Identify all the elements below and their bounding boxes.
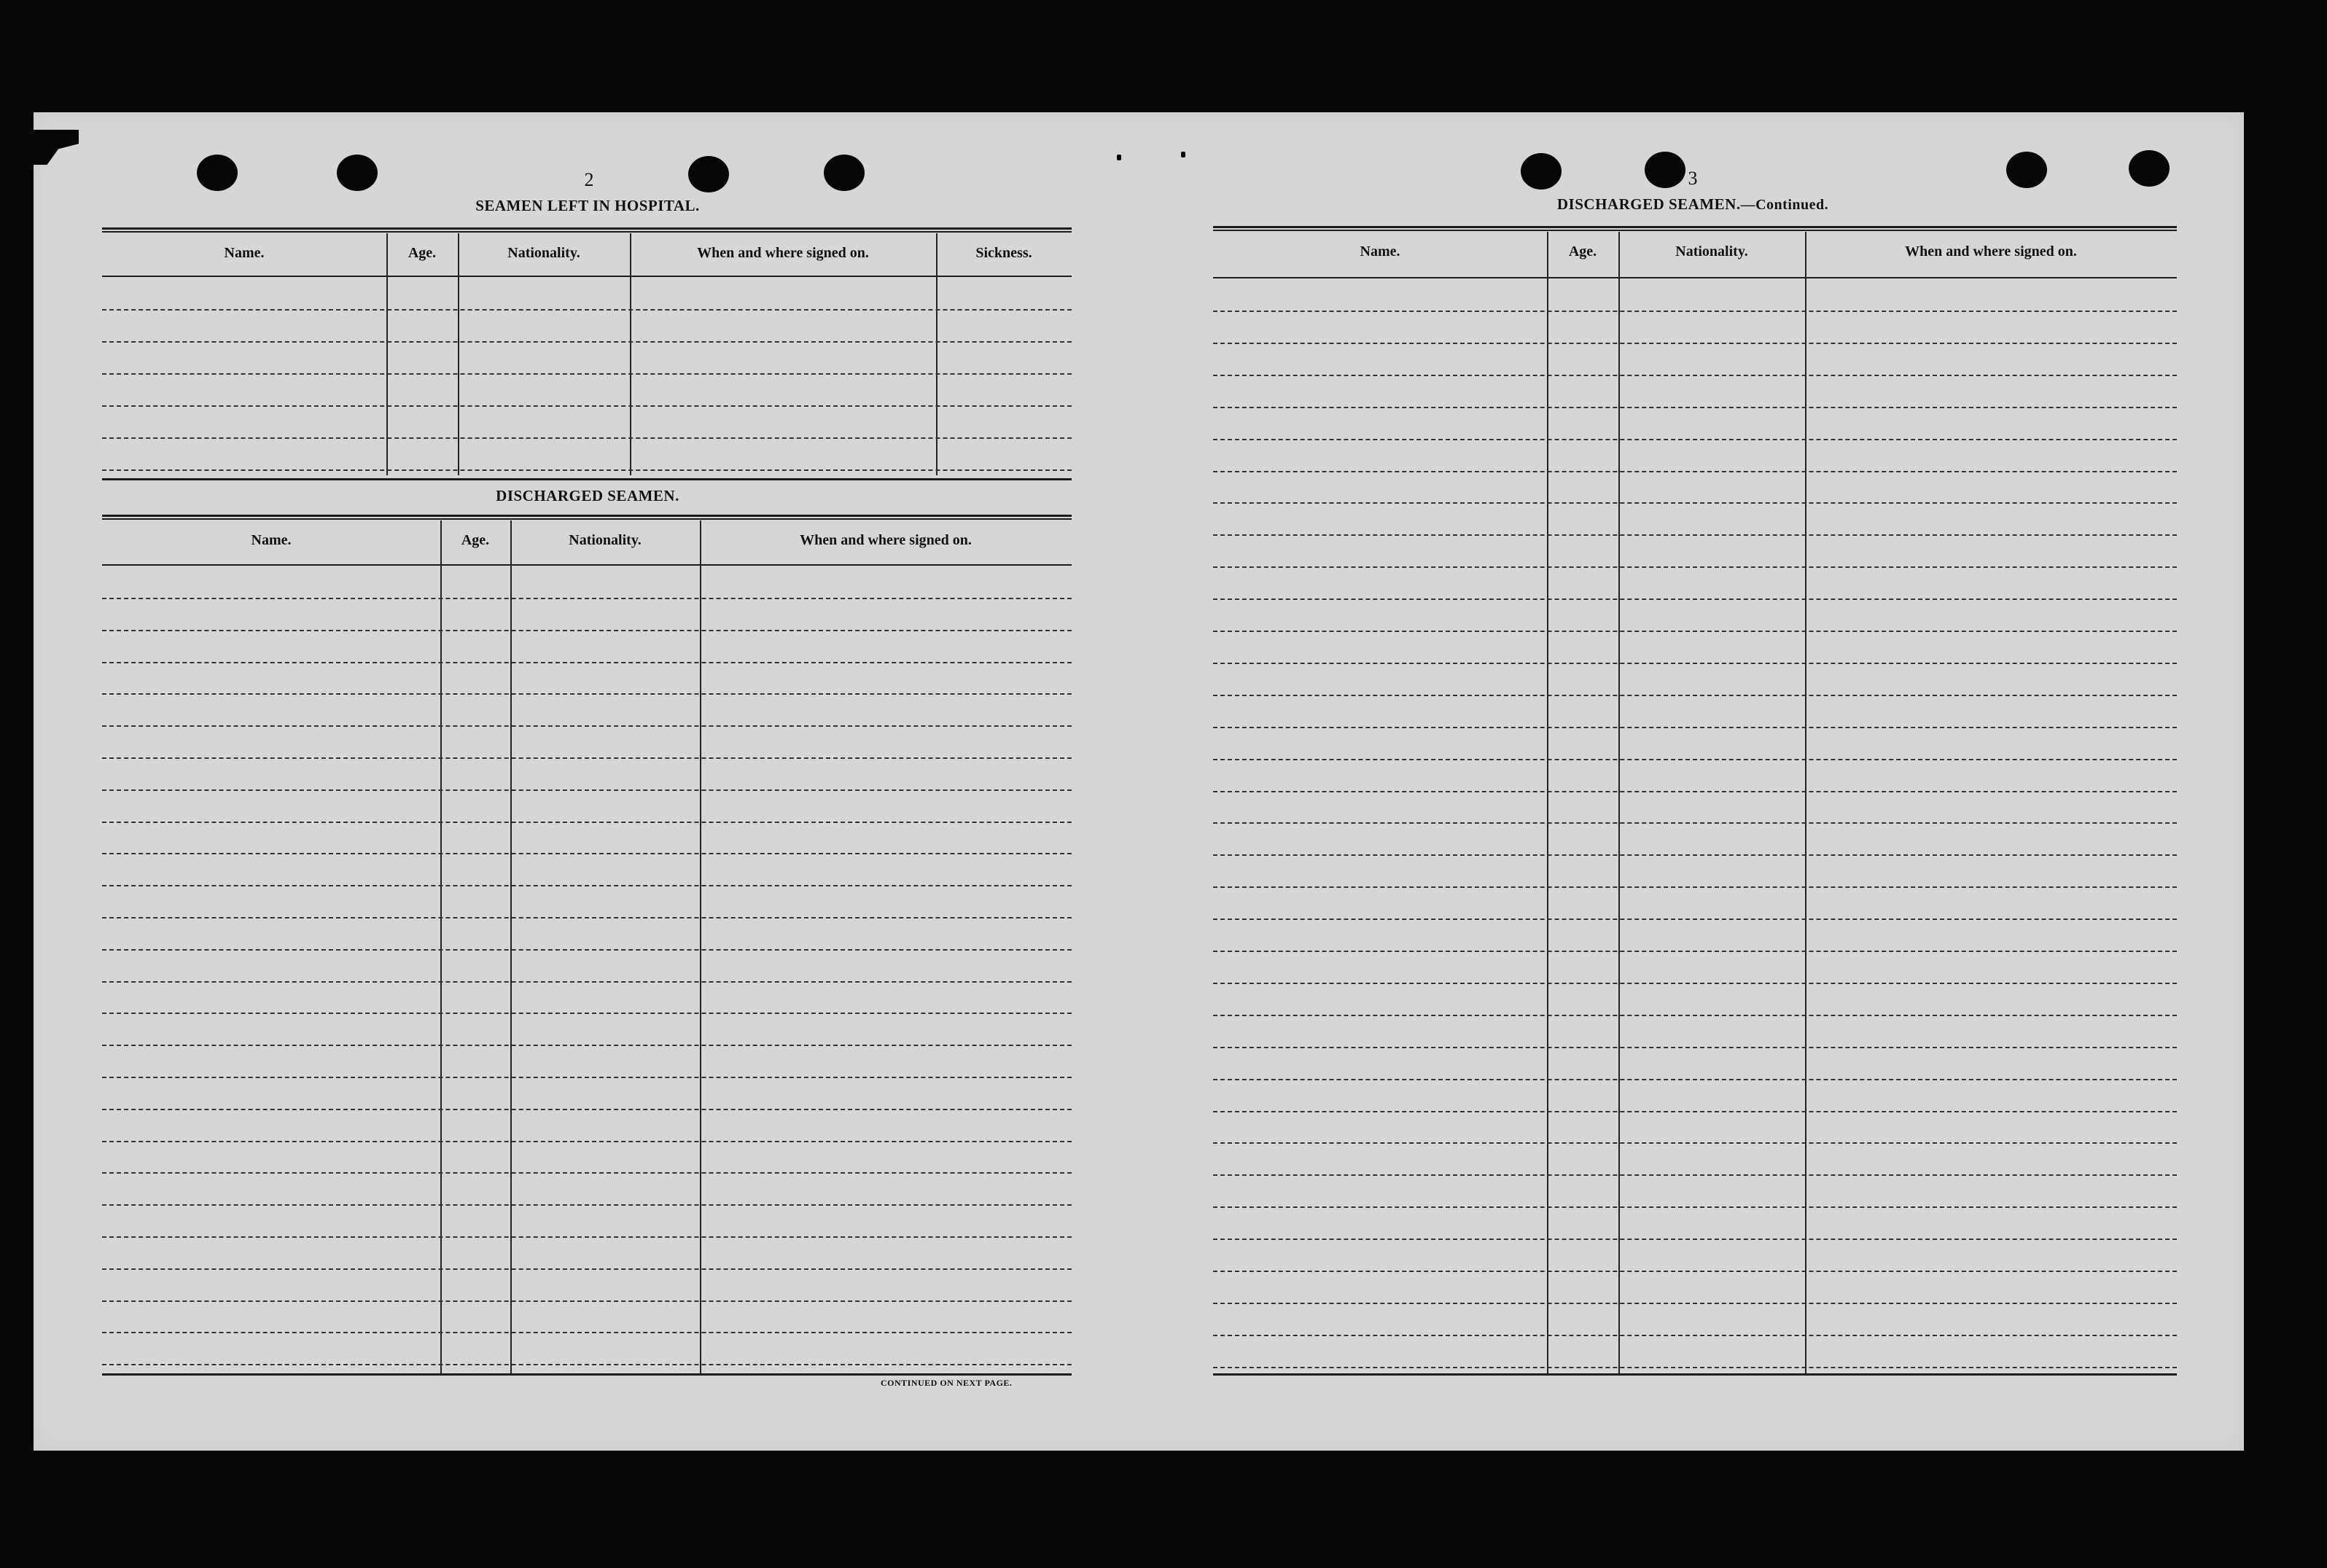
ruled-row-line [1213, 1174, 2177, 1176]
col-header-signed-on: When and where signed on. [800, 532, 972, 548]
table-bottom-rule [102, 1373, 1072, 1376]
paper-fleck [1117, 155, 1121, 160]
header-rule [102, 564, 1072, 566]
col-header-age: Age. [461, 532, 490, 548]
ruled-row-line [102, 1141, 1072, 1142]
ruled-row-line [1213, 1111, 2177, 1112]
ruled-row-line [1213, 1239, 2177, 1240]
punch-hole [1645, 152, 1685, 188]
ruled-row-line [102, 1268, 1072, 1270]
ruled-row-line [1213, 1206, 2177, 1208]
header-rule [1213, 277, 2177, 278]
double-rule [102, 515, 1072, 520]
col-header-name: Name. [224, 245, 265, 261]
ruled-row-line [1213, 502, 2177, 504]
ruled-row-line [102, 630, 1072, 631]
hospital-section-title: SEAMEN LEFT IN HOSPITAL. [475, 197, 700, 214]
column-divider [440, 520, 442, 1373]
ruled-row-line [102, 405, 1072, 407]
col-header-name: Name. [1360, 243, 1400, 260]
ruled-row-line [102, 853, 1072, 854]
ruled-row-line [102, 1077, 1072, 1078]
ruled-row-line [102, 1236, 1072, 1238]
column-divider [630, 233, 631, 475]
ruled-row-line [102, 1109, 1072, 1110]
ruled-row-line [1213, 1047, 2177, 1048]
col-header-nationality: Nationality. [1675, 243, 1748, 260]
column-divider [510, 520, 512, 1373]
ruled-row-line [1213, 311, 2177, 312]
ruled-row-line [1213, 598, 2177, 600]
page-number-left: 2 [584, 169, 594, 190]
continued-note: CONTINUED ON NEXT PAGE. [881, 1378, 1013, 1388]
ruled-row-line [102, 981, 1072, 983]
ruled-row-line [102, 1300, 1072, 1302]
ruled-row-line [1213, 439, 2177, 440]
col-header-signed-on: When and where signed on. [1905, 243, 2077, 260]
ruled-row-line [102, 341, 1072, 343]
col-header-age: Age. [1568, 243, 1597, 260]
col-header-sickness: Sickness. [975, 245, 1032, 261]
ruled-row-line [102, 469, 1072, 471]
ruled-row-line [102, 309, 1072, 311]
ruled-row-line [102, 757, 1072, 759]
punch-hole [197, 155, 238, 191]
header-rule [102, 276, 1072, 277]
punch-hole [337, 155, 378, 191]
ruled-row-line [102, 1364, 1072, 1365]
ruled-row-line [102, 1204, 1072, 1206]
ruled-row-line [102, 598, 1072, 599]
punch-hole [1521, 153, 1562, 190]
ruled-row-line [102, 373, 1072, 375]
col-header-signed-on: When and where signed on. [697, 245, 869, 261]
ruled-row-line [1213, 727, 2177, 728]
discharged-table-left [102, 515, 1072, 1373]
ruled-row-line [1213, 375, 2177, 376]
title-text: DISCHARGED SEAMEN. [1556, 195, 1741, 213]
double-rule [102, 227, 1072, 233]
column-divider [1547, 232, 1548, 1373]
ruled-row-line [1213, 1335, 2177, 1336]
column-divider [936, 233, 938, 475]
ruled-row-line [1213, 534, 2177, 536]
discharged-section-title: DISCHARGED SEAMEN. [496, 487, 679, 504]
ruled-row-line [1213, 983, 2177, 984]
page-number-right: 3 [1688, 168, 1698, 189]
ruled-row-line [1213, 822, 2177, 824]
ruled-row-line [102, 1045, 1072, 1046]
punch-hole [2129, 150, 2170, 187]
ruled-row-line [1213, 407, 2177, 408]
ruled-row-line [1213, 631, 2177, 632]
hospital-table [102, 227, 1072, 475]
ruled-row-line [102, 693, 1072, 695]
punch-hole [2006, 152, 2047, 188]
ruled-row-line [102, 917, 1072, 918]
ruled-row-line [1213, 854, 2177, 856]
ruled-row-line [1213, 1367, 2177, 1368]
discharged-continued-title [1557, 195, 1828, 214]
ruled-row-line [102, 789, 1072, 791]
ruled-row-line [1213, 663, 2177, 664]
ruled-row-line [1213, 791, 2177, 792]
table-bottom-rule [102, 478, 1072, 480]
ruled-row-line [102, 1013, 1072, 1014]
column-divider [458, 233, 459, 475]
ruled-row-line [1213, 1303, 2177, 1304]
ruled-row-line [1213, 1142, 2177, 1144]
ruled-row-line [102, 822, 1072, 823]
ruled-row-line [1213, 566, 2177, 568]
ruled-row-line [1213, 759, 2177, 760]
discharged-table-right [1213, 226, 2177, 1373]
col-header-age: Age. [408, 245, 437, 261]
column-divider [700, 520, 701, 1373]
punch-hole [824, 155, 865, 191]
punch-hole [688, 156, 729, 192]
col-header-name: Name. [251, 532, 292, 548]
ruled-row-line [102, 949, 1072, 951]
title-suffix: —Continued. [1740, 197, 1829, 213]
ruled-row-line [1213, 1079, 2177, 1080]
paper-fleck [1181, 152, 1185, 157]
column-divider [1805, 232, 1806, 1373]
ruled-row-line [102, 437, 1072, 439]
ruled-row-line [1213, 695, 2177, 696]
ruled-row-line [1213, 951, 2177, 952]
ruled-row-line [1213, 886, 2177, 888]
table-bottom-rule [1213, 1373, 2177, 1376]
column-divider [386, 233, 388, 475]
ruled-row-line [1213, 1271, 2177, 1272]
column-divider [1618, 232, 1620, 1373]
ruled-row-line [1213, 1015, 2177, 1016]
col-header-nationality: Nationality. [569, 532, 642, 548]
ruled-row-line [102, 662, 1072, 663]
ruled-row-line [102, 1332, 1072, 1333]
ruled-row-line [1213, 343, 2177, 344]
ruled-row-line [102, 1172, 1072, 1174]
ruled-row-line [1213, 471, 2177, 472]
double-rule [1213, 226, 2177, 231]
col-header-nationality: Nationality. [507, 245, 580, 261]
ruled-row-line [1213, 918, 2177, 920]
ruled-row-line [102, 885, 1072, 886]
ruled-row-line [102, 725, 1072, 727]
